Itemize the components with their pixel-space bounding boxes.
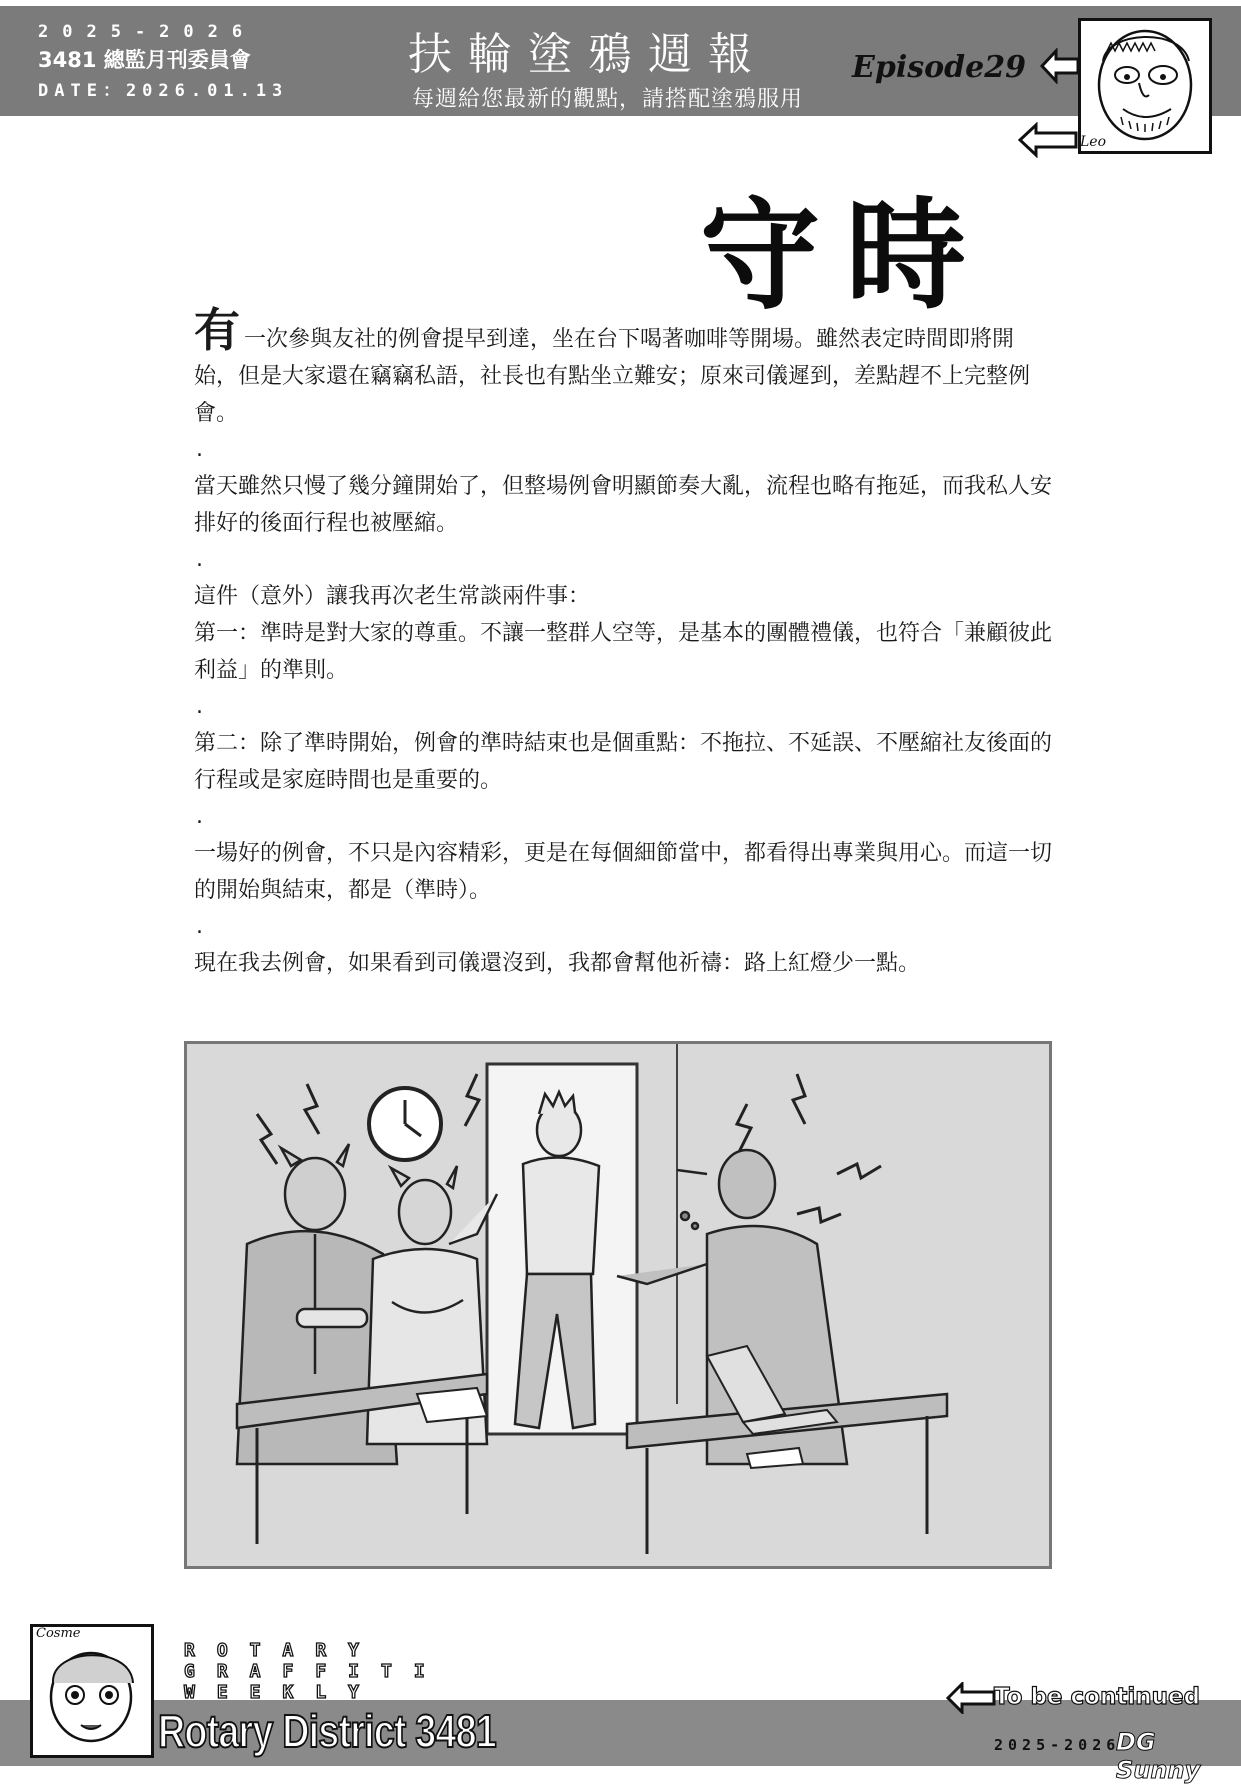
logo-line: GRAFFITI	[184, 1661, 447, 1682]
article-paragraph: 一場好的例會，不只是內容精彩，更是在每個細節當中，都看得出專業與用心。而這一切的開始與結束，都是（準時）。	[194, 841, 1053, 903]
article-paragraph: 第一：準時是對大家的尊重。不讓一整群人空等，是基本的團體禮儀，也符合「兼顧彼此利益」的準則。	[194, 621, 1053, 683]
article-title: 守時	[700, 185, 992, 326]
signature-name: DG Sunny	[1116, 1728, 1201, 1784]
signature-years: 2025-2026	[994, 1736, 1121, 1754]
article-body	[194, 303, 1054, 982]
paragraph-separator: .	[196, 547, 203, 572]
arrow-left-icon	[1040, 48, 1080, 84]
paragraph-separator: .	[196, 804, 203, 829]
article-paragraph	[194, 303, 1054, 432]
newsletter-subtitle: 每週給您最新的觀點，請搭配塗鴉服用	[412, 87, 804, 112]
drop-cap: 有	[194, 303, 240, 357]
article-paragraph: 這件（意外）讓我再次老生常談兩件事：	[194, 584, 591, 609]
episode-label: Episode29	[852, 50, 1026, 85]
mascot-caricature	[30, 1624, 154, 1758]
portrait-signature: Leo	[1080, 134, 1107, 150]
header-committee: 3481 總監月刊委員會	[38, 48, 251, 72]
logo-line: ROTARY	[184, 1640, 382, 1661]
header-date: DATE：2026.01.13	[38, 81, 289, 101]
to-be-continued: To be continued	[994, 1684, 1201, 1710]
logo-line: WEEKLY	[184, 1682, 382, 1703]
header-years: 2025-2026	[38, 22, 257, 42]
article-paragraph: 第二：除了準時開始，例會的準時結束也是個重點：不拖拉、不延誤、不壓縮社友後面的行程或是家庭時間也是重要的。	[194, 731, 1053, 793]
paragraph-separator: .	[196, 914, 203, 939]
mascot-label: Cosme	[36, 1626, 81, 1641]
rotary-graffiti-weekly-logo	[184, 1640, 447, 1703]
article-paragraph: 當天雖然只慢了幾分鐘開始了，但整場例會明顯節奏大亂，流程也略有拖延，而我私人安排好的後面行程也被壓縮。	[194, 474, 1053, 536]
header-meta	[38, 22, 288, 101]
district-label: Rotary District 3481	[158, 1705, 496, 1757]
arrow-left-icon	[946, 1682, 996, 1714]
article-paragraph: 現在我去例會，如果看到司儀還沒到，我都會幫他祈禱：路上紅燈少一點。	[194, 951, 921, 976]
arrow-left-icon	[1018, 122, 1078, 158]
comic-illustration	[184, 1041, 1052, 1569]
first-paragraph-text: 一次參與友社的例會提早到達，坐在台下喝著咖啡等開場。雖然表定時間即將開始，但是大家還在竊竊私語，社長也有點坐立難安；原來司儀遲到，差點趕不上完整例會。	[194, 327, 1031, 426]
paragraph-separator: .	[196, 694, 203, 719]
newsletter-title: 扶輪塗鴉週報	[408, 29, 768, 80]
paragraph-separator: .	[196, 437, 203, 462]
clock-icon	[369, 1088, 441, 1160]
